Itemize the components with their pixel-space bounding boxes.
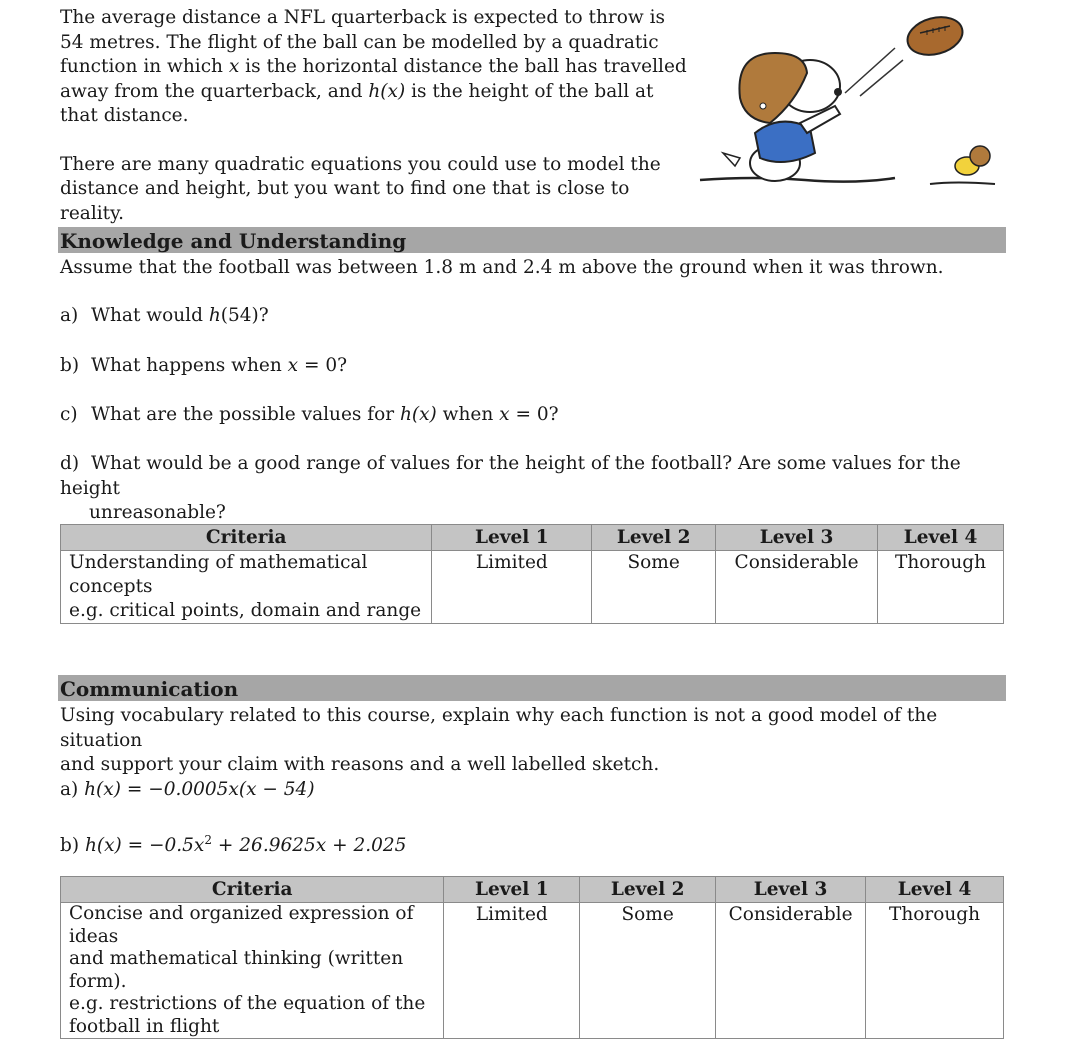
intro-text-part: The average distance a NFL quarterback is expected to throw is 54 metres. The flight of the ball can be modelled by a quadratic function in which [60, 7, 665, 77]
rubric-row [61, 551, 1004, 624]
question-text: What are the possible values for [91, 404, 400, 425]
function-b [60, 828, 1000, 859]
rubric-level-4-cell: Thorough [878, 551, 1004, 624]
intro-paragraph-2: There are many quadratic equations you could use to model the distance and height, but you want to find one that is close to reality. [60, 153, 661, 224]
rubric-table-knowledge [60, 524, 1004, 624]
question-text: = 0? [298, 355, 348, 376]
communication-intro-line: and support your claim with reasons and a well labelled sketch. [60, 754, 660, 775]
question-text: = 0? [509, 404, 559, 425]
rubric-header-row [61, 877, 1004, 903]
math-h-of-x: h(x) [84, 779, 121, 800]
math-h-of-x: h(x) [399, 404, 437, 425]
rubric-criteria-cell [61, 551, 432, 624]
rubric-criteria-cell [61, 903, 444, 1039]
function-label: a) [60, 779, 79, 800]
rubric-level-4-cell: Thorough [866, 903, 1004, 1039]
question-text: What would [91, 305, 209, 326]
question-text: What would be a good range of values for the height of the football? Are some values for the height [60, 453, 961, 499]
question-label: a) [60, 305, 79, 326]
math-var-x: x [287, 355, 299, 376]
function-expression: + 26.9625x + 2.025 [212, 835, 407, 857]
question-text: What happens when [91, 355, 288, 376]
criteria-line: football in flight [69, 1015, 220, 1037]
criteria-line: concepts [69, 576, 153, 597]
rubric-level-3-cell: Considerable [716, 551, 878, 624]
math-h-of-x: h(x) [368, 80, 406, 102]
question-label: c) [60, 404, 78, 425]
rubric-header-row [61, 525, 1004, 551]
rubric-row [61, 903, 1004, 1039]
intro-paragraph-1 [60, 6, 690, 129]
math-var-x: x [228, 56, 240, 77]
football-icon [903, 11, 966, 60]
rubric-header-level-1: Level 1 [444, 877, 580, 903]
section-header-knowledge: Knowledge and Understanding [58, 227, 1006, 253]
rubric-header-level-3: Level 3 [716, 877, 866, 903]
rubric-header-level-2: Level 2 [580, 877, 716, 903]
rubric-header-criteria: Criteria [61, 877, 444, 903]
intro-text-part: is the height of the ball at that distance. [60, 80, 654, 126]
math-h-of-x: h(x) [84, 835, 122, 857]
question-d [60, 452, 1000, 526]
question-c [60, 403, 1000, 428]
question-b [60, 354, 1000, 379]
intro-text-part: is the horizontal distance the ball has travelled away from the quarterback, and [60, 56, 687, 102]
criteria-line: Understanding of mathematical [69, 552, 368, 573]
communication-intro [60, 704, 1000, 778]
math-h: h [208, 305, 221, 326]
knowledge-intro: Assume that the football was between 1.8 m and 2.4 m above the ground when it was thrown. [60, 257, 944, 278]
criteria-line: and mathematical thinking (written form). [69, 948, 404, 992]
question-label: b) [60, 355, 80, 376]
function-a [60, 778, 1000, 803]
criteria-line: Concise and organized expression of ideas [69, 903, 414, 947]
rubric-table-communication [60, 876, 1004, 1039]
question-label: d) [60, 453, 80, 474]
rubric-header-level-4: Level 4 [866, 877, 1004, 903]
question-text: when [436, 404, 500, 425]
rubric-level-3-cell: Considerable [716, 903, 866, 1039]
rubric-level-2-cell: Some [580, 903, 716, 1039]
rubric-header-level-4: Level 4 [878, 525, 1004, 551]
math-var-x: x [499, 404, 510, 425]
exponent: 2 [204, 833, 213, 847]
rubric-level-1-cell: Limited [444, 903, 580, 1039]
question-text: (54)? [220, 305, 269, 326]
rubric-level-2-cell: Some [592, 551, 716, 624]
woodstock-icon [955, 146, 990, 175]
rubric-header-criteria: Criteria [61, 525, 432, 551]
function-expression: = −0.0005x(x − 54) [120, 779, 315, 800]
rubric-header-level-1: Level 1 [432, 525, 592, 551]
question-a [60, 304, 1000, 329]
intro-text [60, 6, 690, 226]
rubric-level-1-cell: Limited [432, 551, 592, 624]
snoopy-football-illustration [695, 8, 1015, 198]
question-text-continued: unreasonable? [89, 502, 226, 523]
rubric-header-level-2: Level 2 [592, 525, 716, 551]
criteria-line: e.g. critical points, domain and range [69, 600, 422, 621]
function-label: b) [60, 835, 80, 857]
rubric-header-level-3: Level 3 [716, 525, 878, 551]
function-expression: = −0.5x [121, 835, 205, 857]
criteria-line: e.g. restrictions of the equation of the [69, 993, 426, 1014]
section-header-communication: Communication [58, 675, 1006, 701]
communication-intro-line: Using vocabulary related to this course, explain why each function is not a good model of the situation [60, 705, 938, 751]
